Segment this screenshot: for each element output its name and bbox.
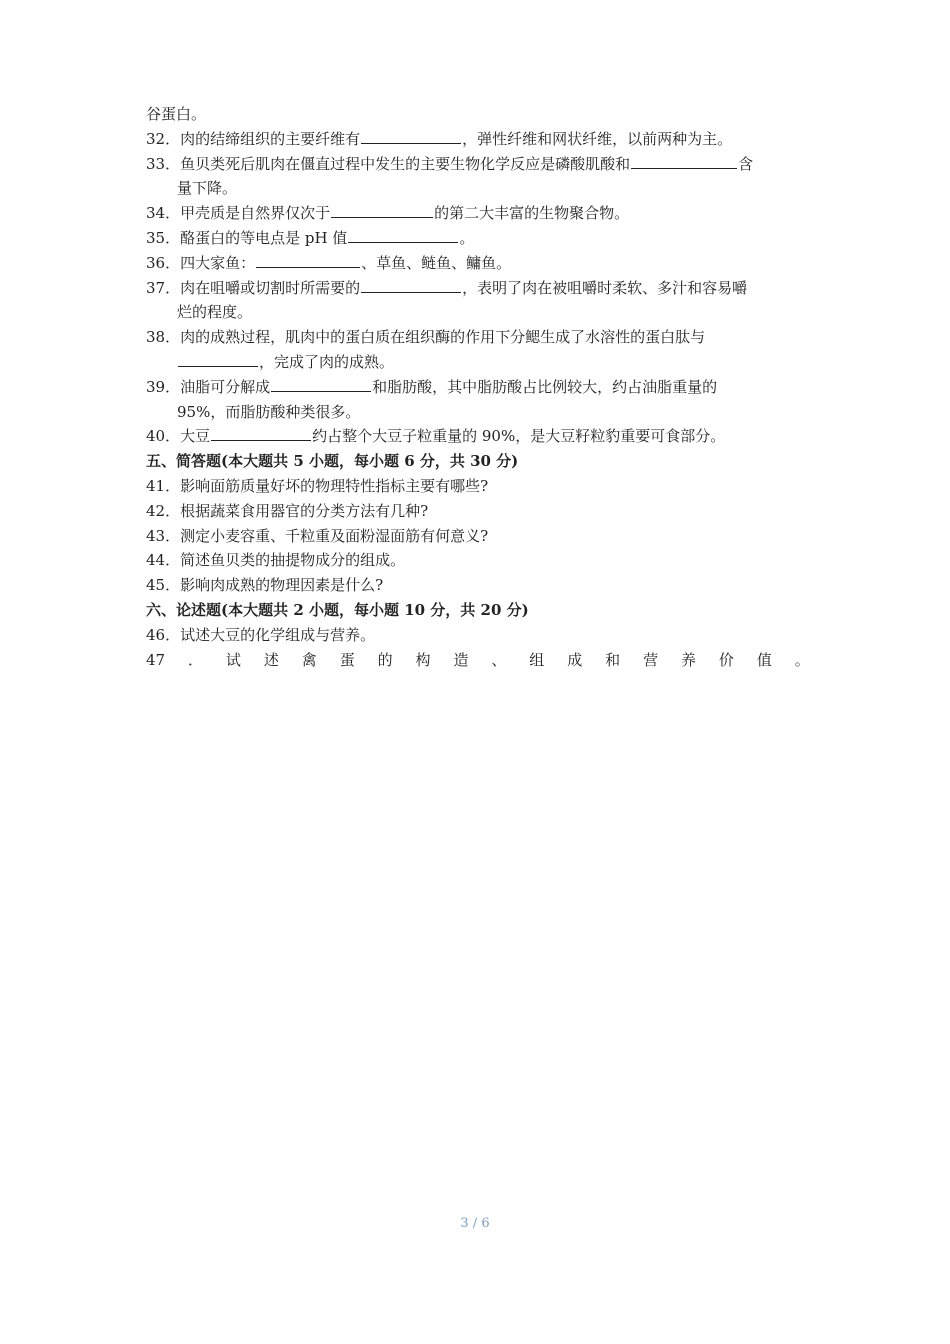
answer-blank	[631, 154, 737, 169]
question-46: 46．试述大豆的化学组成与营养。	[146, 625, 376, 644]
section-heading-6: 六、论述题(本大题共 2 小题，每小题 10 分，共 20 分)	[146, 600, 529, 619]
answer-blank	[361, 278, 461, 293]
question-35: 35．酪蛋白的等电点是 pH 值 。	[146, 228, 475, 247]
question-39: 39．油脂可分解成 和脂肪酸，其中脂肪酸占比例较大，约占油脂重量的	[146, 377, 718, 396]
question-38-continued: ，完成了肉的成熟。	[146, 350, 810, 375]
question-37-continued: 烂的程度。	[177, 303, 253, 322]
question-36: 36．四大家鱼： 、草鱼、鲢鱼、鳙鱼。	[146, 253, 512, 272]
answer-blank	[256, 253, 360, 268]
question-37: 37．肉在咀嚼或切割时所需要的 ，表明了肉在被咀嚼时柔软、多汁和容易嚼	[146, 278, 748, 297]
question-47: 47 ． 试 述 禽 蛋 的 构 造 、 组 成 和 营 养 价 值 。	[146, 650, 810, 669]
answer-blank	[211, 426, 311, 441]
question-44: 44．简述鱼贝类的抽提物成分的组成。	[146, 551, 406, 570]
question-32: 32．肉的结缔组织的主要纤维有 ，弹性纤维和网状纤维，以前两种为主。	[146, 129, 733, 148]
answer-blank	[361, 129, 461, 144]
question-43: 43．测定小麦容重、千粒重及面粉湿面筋有何意义?	[146, 526, 489, 545]
answer-blank	[178, 352, 258, 367]
question-41: 41．影响面筋质量好坏的物理特性指标主要有哪些?	[146, 476, 489, 495]
question-45: 45．影响肉成熟的物理因素是什么?	[146, 576, 384, 595]
document-body	[146, 102, 810, 672]
question-34: 34．甲壳质是自然界仅次于 的第二大丰富的生物聚合物。	[146, 204, 630, 223]
answer-blank	[331, 203, 433, 218]
question-42: 42．根据蔬菜食用器官的分类方法有几种?	[146, 501, 429, 520]
text-line: 谷蛋白。	[146, 105, 207, 123]
question-39-continued: 95%，而脂肪酸种类很多。	[177, 402, 361, 421]
question-40: 40．大豆 约占整个大豆子粒重量的 90%，是大豆籽粒豹重要可食部分。	[146, 427, 726, 446]
question-33-continued: 量下降。	[177, 179, 238, 198]
page-number: 3 / 6	[460, 1216, 490, 1231]
section-heading-5: 五、简答题(本大题共 5 小题，每小题 6 分，共 30 分)	[146, 452, 519, 471]
question-33: 33．鱼贝类死后肌肉在僵直过程中发生的主要生物化学反应是磷酸肌酸和 含	[146, 154, 754, 173]
question-38: 38．肉的成熟过程，肌肉中的蛋白质在组织酶的作用下分鳃生成了水溶性的蛋白肽与	[146, 328, 706, 347]
answer-blank	[348, 228, 458, 243]
answer-blank	[271, 377, 371, 392]
